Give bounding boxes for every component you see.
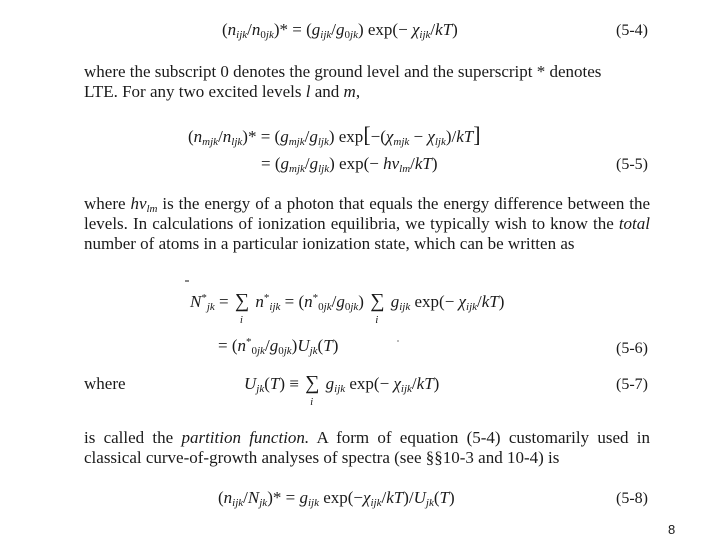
equation-number-5-4: (5-4) <box>616 22 648 39</box>
stray-mark <box>185 280 189 282</box>
page-number: 8 <box>668 522 676 537</box>
equation-5-8: $(n_{ijk}/N_{jk})* = g_{ijk}$ $\exp(-\chi_{ijk}/kT)/U_{jk}(T)$ <box>218 488 455 509</box>
equation-5-7-lead: where <box>84 374 126 393</box>
paragraph-ground-level: where the subscript 0 denotes the ground level and the superscript * denotes LTE. For any two excited levels l and m, <box>84 62 602 101</box>
equation-number-5-7: (5-7) <box>616 376 648 393</box>
equation-5-6-line1: $N^*_{jk}$ = ∑ i $n^*_{ijk} = (n^*_{0jk}/g_{0jk})$ ∑ i $g_{ijk}$ $\exp(- \chi_{ijk}/kT)$ <box>190 290 505 326</box>
equation-5-5-line1: $(n_{mjk}/n_{ljk})* = (g_{mjk}/g_{ljk}) \exp[-(\chi_{mjk} - \chi_{ljk})/kT]$ <box>188 122 481 148</box>
paragraph-photon-energy: where $h\nu_{lm}$ is the energy of a photon that equals the energy difference between the levels. In calculations of ionization equilibria, we typically wish to know the total number of atoms in a particular ionization state, which can be written as <box>84 194 650 253</box>
equation-number-5-8: (5-8) <box>616 490 648 507</box>
equation-number-5-5: (5-5) <box>616 156 648 173</box>
equation-5-5-line2: = $(g_{mjk}/g_{ljk})$ $\exp(- h\nu_{lm}/kT)$ <box>261 154 438 175</box>
equation-5-7: $U_{jk}(T)$ ≡ ∑ i $g_{ijk}$ $\exp(- \chi_{ijk}/kT)$ <box>244 372 440 408</box>
paragraph-partition-function: is called the partition function. A form of equation (5-4) customarily used in classical curve-of-growth analyses of spectra (see §§10-3 and 10-4) is <box>84 428 650 467</box>
equation-5-6-line2: = $(n^*_{0jk}/g_{0jk})U_{jk}(T)$ <box>218 336 339 357</box>
equation-number-5-6: (5-6) <box>616 340 648 357</box>
equation-5-4: $(n_{ijk}/n_{0jk})* = (g_{ijk}/g_{0jk})$ $\exp(- \chi_{ijk}/kT)$ <box>222 20 458 41</box>
stray-dot <box>397 340 399 342</box>
